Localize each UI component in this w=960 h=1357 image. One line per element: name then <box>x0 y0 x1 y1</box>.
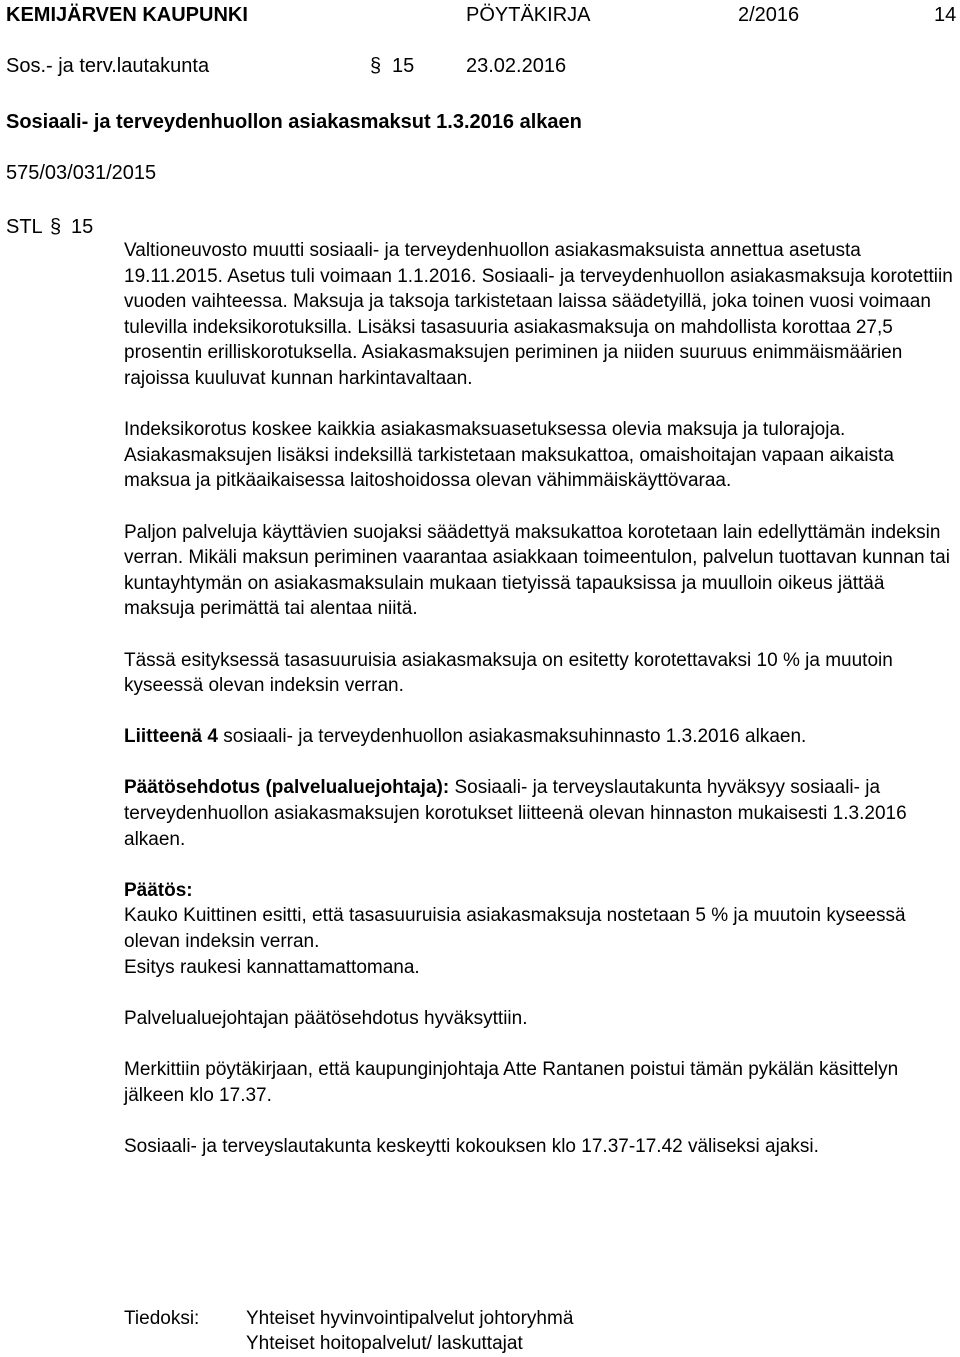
org-name: KEMIJÄRVEN KAUPUNKI <box>6 4 248 26</box>
meeting-date: 23.02.2016 <box>466 55 567 77</box>
stl-section-number: 15 <box>71 216 94 238</box>
stl-label: STL <box>6 216 43 238</box>
distribution-recipient: Yhteiset hyvinvointipalvelut johtoryhmä <box>246 1308 574 1329</box>
proposal-label: Päätösehdotus (palvelualuejohtaja): <box>124 777 450 799</box>
proposal-text: Sosiaali- ja terveyslautakunta hyväksyy sosiaali- ja terveydenhuollon asiakasmaksujen korotukset liitteenä olevan hinnaston mukaisesti 1.3.2016 alkaen. <box>124 777 907 850</box>
document-body <box>124 238 956 1159</box>
paragraph-background: Valtioneuvosto muutti sosiaali- ja terveydenhuollon asiakasmaksuista annettua asetusta 19.11.2015. Asetus tuli voimaan 1.1.2016. Sosiaali- ja terveydenhuollon asiakasmaksuja korotettiin vuoden vaihteessa. Maksuja ja taksoja tarkistetaan laissa säädetyillä, joka toinen vuosi voimaan tulevilla indeksikorotuksilla. Lisäksi tasasuuria asiakasmaksuja on mahdollista korottaa 27,5 prosentin erilliskorotuksella. Asiakasmaksujen periminen ja niiden suuruus enimmäismäärien rajoissa kuuluvat kunnan harkintavaltaan. <box>124 240 953 389</box>
decision-label: Päätös: <box>124 879 193 901</box>
decision-approved: Palvelualuejohtajan päätösehdotus hyväksyttiin. <box>124 1007 528 1029</box>
attachment-label: Liitteenä 4 <box>124 726 218 748</box>
paragraph-payment-cap: Paljon palveluja käyttävien suojaksi säädettyä maksukattoa korotetaan lain edellyttämän indeksin verran. Mikäli maksun periminen vaarantaa asiakkaan toimeentulon, palvelun tuottavan kunnan tai kuntayhtymän on asiakasmaksulain mukaan tietyissä tapauksissa ja muulloin oikeus jättää maksuja perimättä tai alentaa niitä. <box>124 521 950 620</box>
doc-number: 2/2016 <box>738 4 800 26</box>
page-number: 14 <box>934 4 957 26</box>
section-symbol: § <box>370 55 382 77</box>
attachment-text: sosiaali- ja terveydenhuollon asiakasmaksuhinnasto 1.3.2016 alkaen. <box>217 726 807 748</box>
case-number: 575/03/031/2015 <box>6 162 157 184</box>
paragraph-attachment <box>124 724 956 750</box>
section-number: 15 <box>392 55 415 77</box>
minutes-note: Merkittiin pöytäkirjaan, että kaupunginjohtaja Atte Rantanen poistui tämän pykälän käsittelyn jälkeen klo 17.37. <box>124 1059 899 1106</box>
decision-result: Esitys raukesi kannattamattomana. <box>124 956 420 978</box>
paragraph-proposal-summary: Tässä esityksessä tasasuuruisia asiakasmaksuja on esitetty korotettavaksi 10 % ja muutoin kyseessä olevan indeksin verran. <box>124 649 893 697</box>
distribution-recipient: Yhteiset hoitopalvelut/ laskuttajat <box>246 1333 523 1354</box>
paragraph-index-increase: Indeksikorotus koskee kaikkia asiakasmaksuasetuksessa olevia maksuja ja tulorajoja. Asiakasmaksujen lisäksi indeksillä tarkistetaan maksukattoa, omaishoitajan vapaan aikaista maksua ja pitkäaikaisessa laitoshoidossa olevan vähimmäiskäyttövaraa. <box>124 419 894 492</box>
stl-section-symbol: § <box>50 216 62 238</box>
decision-counterproposal: Kauko Kuittinen esitti, että tasasuuruisia asiakasmaksuja nostetaan 5 % ja muutoin kyseessä olevan indeksin verran. <box>124 905 906 953</box>
page-title: Sosiaali- ja terveydenhuollon asiakasmaksut 1.3.2016 alkaen <box>6 111 582 133</box>
doc-type: PÖYTÄKIRJA <box>466 4 591 26</box>
meeting-break-note: Sosiaali- ja terveyslautakunta keskeytti kokouksen klo 17.37-17.42 väliseksi ajaksi. <box>124 1135 819 1157</box>
distribution-label: Tiedoksi: <box>124 1308 200 1329</box>
paragraph-decision-proposal <box>124 775 956 852</box>
committee-name: Sos.- ja terv.lautakunta <box>6 55 210 77</box>
